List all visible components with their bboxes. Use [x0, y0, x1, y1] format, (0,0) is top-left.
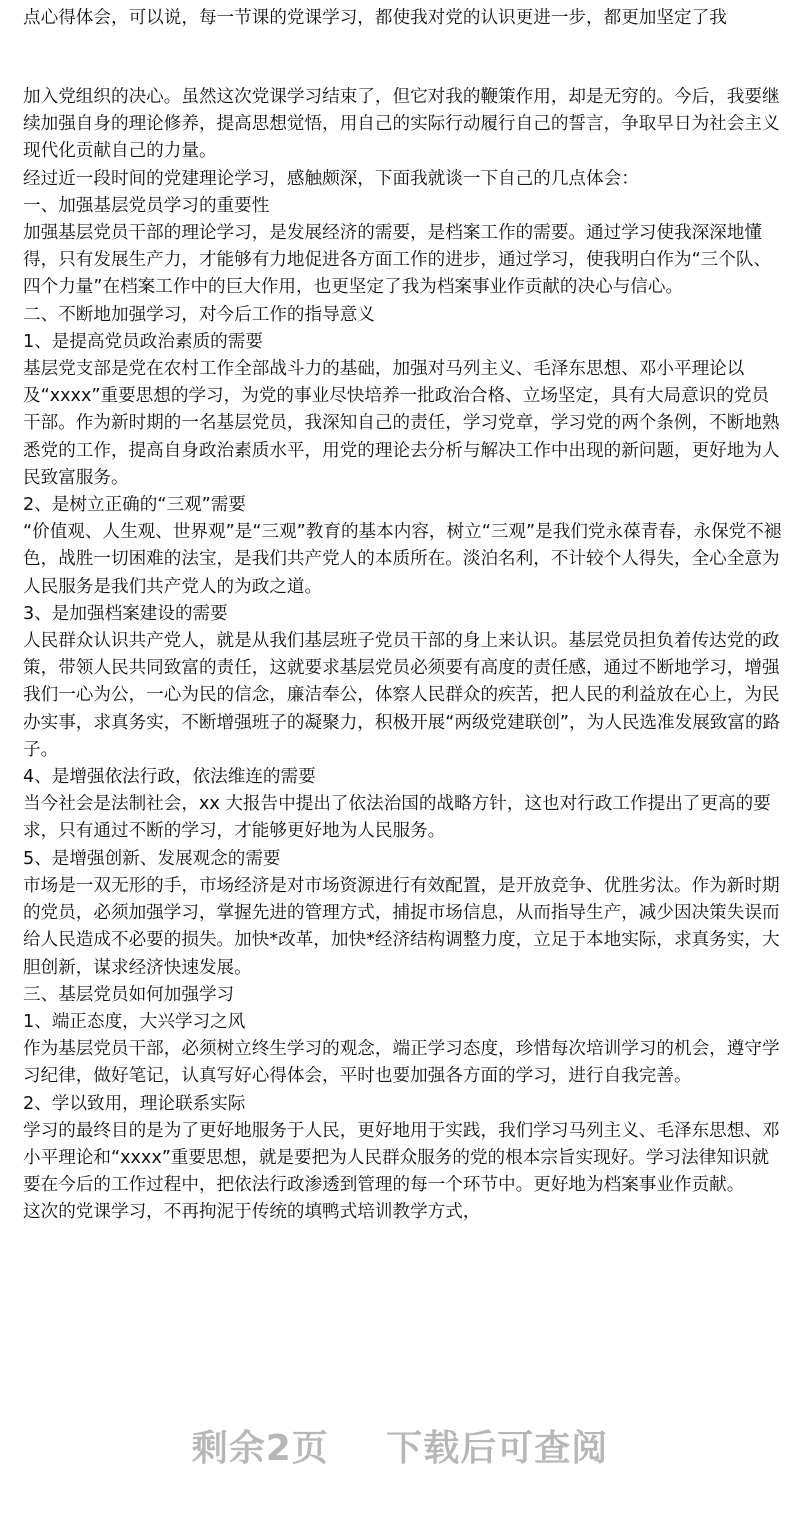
paragraph: 经过近一段时间的党建理论学习，感触颇深，下面我就谈一下自己的几点体会：: [23, 168, 639, 189]
download-footer[interactable]: [0, 1420, 800, 1471]
paragraph: 人民群众认识共产党人，就是从我们基层班子党员干部的身上来认识。基层党员担负着传达党的政策，带领人民共同致富的责任，这就要求基层党员必须要有高度的责任感，通过不断地学习，增强我们一心为公，一心为民的信念，廉洁奉公，体察人民群众的疾苦，把人民的利益放在心上，为民办实事，求真务实，不断增强班子的凝聚力，积极开展“两级党建联创”，为人民选准发展致富的路子。: [23, 631, 781, 760]
paragraph: “价值观、人生观、世界观”是“三观”教育的基本内容，树立“三观”是我们党永葆青春，永保党不褪色，战胜一切困难的法宝，是我们共产党人的本质所在。淡泊名利，不计较个人得失，全心全意为人民服务是我们共产党人的为政之道。: [23, 522, 782, 597]
paragraph: 加强基层党员干部的理论学习，是发展经济的需要，是档案工作的需要。通过学习使我深深地懂得，只有发展生产力，才能够有力地促进各方面工作的进步，通过学习，使我明白作为“三个队、四个力量”在档案工作中的巨大作用，也更坚定了我为档案事业作贡献的决心与信心。: [23, 223, 772, 298]
paragraph: 二、不断地加强学习，对今后工作的指导意义: [23, 304, 375, 325]
paragraph: 1、是提高党员政治素质的需要: [23, 331, 263, 352]
paragraph: 基层党支部是党在农村工作全部战斗力的基础，加强对马列主义、毛泽东思想、邓小平理论以及“xxxx”重要思想的学习，为党的事业尽快培养一批政治合格、立场坚定，具有大局意识的党员干部。作为新时期的一名基层党员，我深知自己的责任，学习党章，学习党的两个条例，不断地熟悉党的工作，提高自身政治素质水平，用党的理论去分析与解决工作中出现的新问题，更好地为人民致富服务。: [23, 359, 780, 488]
paragraph: 2、学以致用，理论联系实际: [23, 1093, 246, 1114]
paragraph: 学习的最终目的是为了更好地服务于人民，更好地用于实践，我们学习马列主义、毛泽东思想、邓小平理论和“xxxx”重要思想，就是要把为人民群众服务的党的根本宗旨实现好。学习法律知识就要在今后的工作过程中，把依法行政渗透到管理的每一个环节中。更好地为档案事业作贡献。: [23, 1120, 780, 1196]
document-body: [23, 84, 783, 1227]
download-hint-label: 下载后可查阅: [386, 1428, 609, 1469]
paragraph: 当今社会是法制社会，xx 大报告中提出了依法治国的战略方针，这也对行政工作提出了更高的要求，只有通过不断的学习，才能够更好地为人民服务。: [23, 794, 771, 842]
paragraph: 4、是增强依法行政，依法维连的需要: [23, 767, 316, 788]
paragraph: 1、端正态度，大兴学习之风: [23, 1011, 246, 1032]
remaining-pages-label: 剩余2页: [191, 1428, 329, 1469]
paragraph: 3、是加强档案建设的需要: [23, 603, 228, 624]
paragraph: 三、基层党员如何加强学习: [23, 984, 235, 1005]
paragraph: 一、加强基层党员学习的重要性: [23, 195, 270, 216]
paragraph: 5、是增强创新、发展观念的需要: [23, 848, 281, 869]
paragraph: 加入党组织的决心。虽然这次党课学习结束了，但它对我的鞭策作用，却是无穷的。今后，我要继续加强自身的理论修养，提高思想觉悟，用自己的实际行动履行自己的誓言，争取早日为社会主义现代化贡献自己的力量。: [23, 87, 780, 162]
paragraph: 作为基层党员干部，必须树立终生学习的观念，端正学习态度，珍惜每次培训学习的机会，遵守学习纪律，做好笔记，认真写好心得体会，平时也要加强各方面的学习，进行自我完善。: [23, 1039, 780, 1087]
paragraph: 2、是树立正确的“三观”需要: [23, 495, 246, 516]
paragraph: 这次的党课学习，不再拘泥于传统的填鸭式培训教学方式，: [23, 1202, 481, 1223]
top-fragment: 点心得体会，可以说，每一节课的党课学习，都使我对党的认识更进一步，都更加坚定了我: [23, 8, 727, 28]
paragraph: 市场是一双无形的手，市场经济是对市场资源进行有效配置，是开放竞争、优胜劣汰。作为新时期的党员，必须加强学习，掌握先进的管理方式，捕捉市场信息，从而指导生产，减少因决策失误而给人民造成不必要的损失。加快*改革，加快*经济结构调整力度，立足于本地实际，求真务实，大胆创新，谋求经济快速发展。: [23, 875, 780, 978]
